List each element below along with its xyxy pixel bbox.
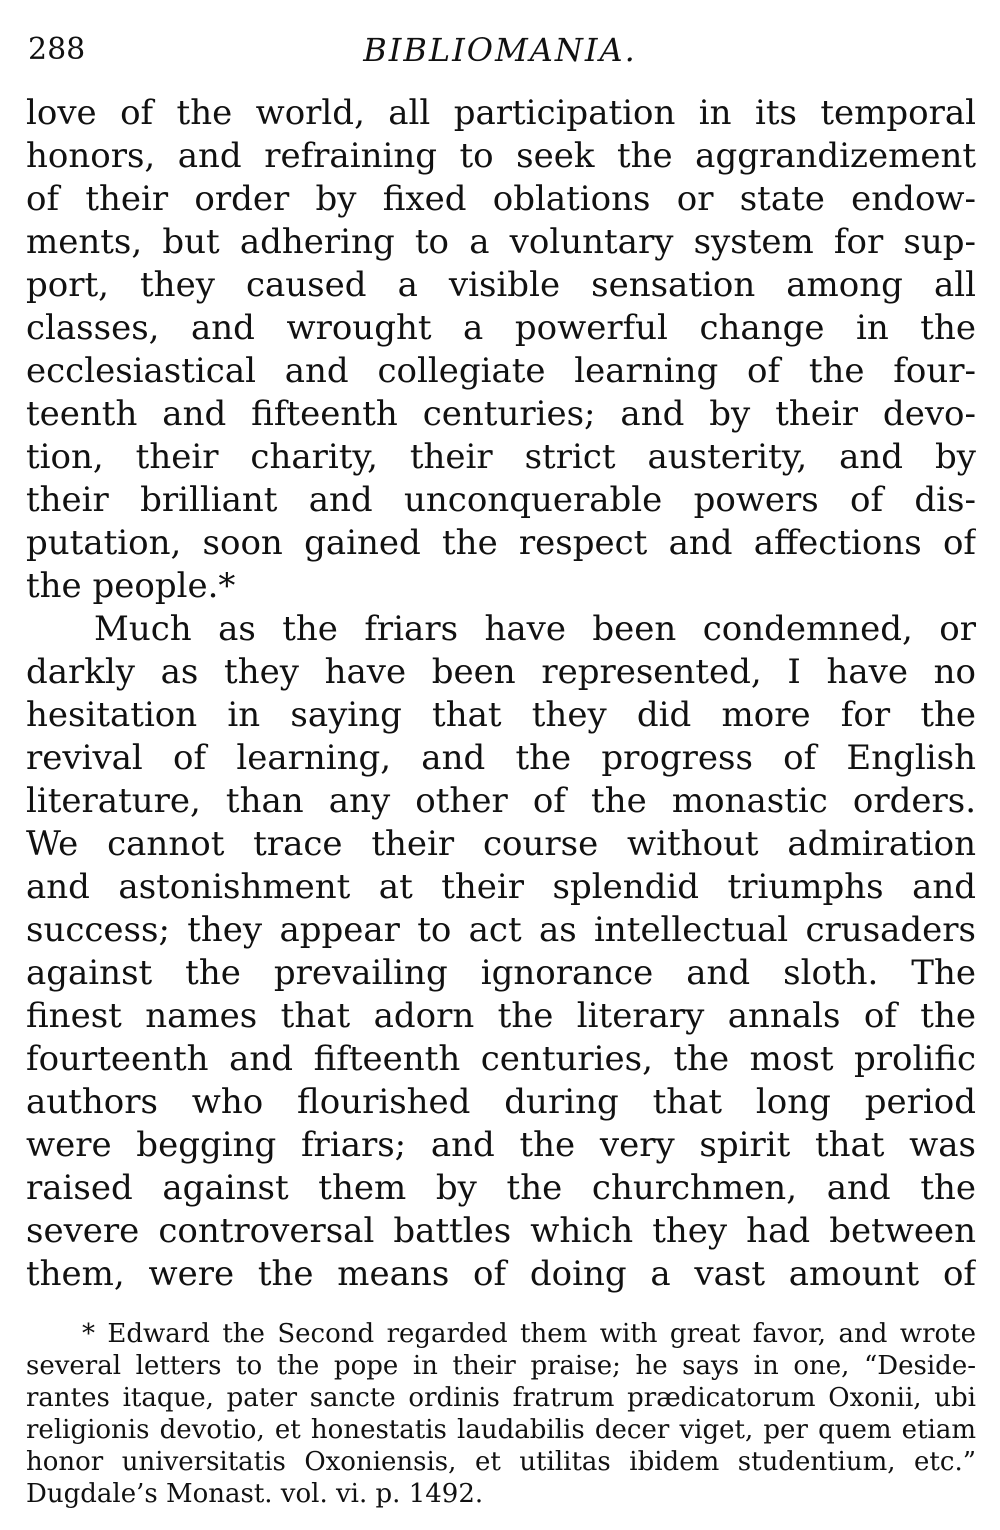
text-line: ecclesiastical and collegiate learning of the four- — [26, 351, 976, 391]
footnote-line: religionis devotio, et honestatis laudabilis decer viget, per quem etiam — [26, 1415, 976, 1445]
footnote — [26, 1318, 976, 1510]
text-line: of their order by fixed oblations or state endow- — [26, 179, 976, 219]
text-line: tion, their charity, their strict austerity, and by — [26, 437, 976, 477]
running-title: BIBLIOMANIA. — [363, 31, 637, 69]
text-line: were begging friars; and the very spirit that was — [26, 1125, 976, 1165]
page-number: 288 — [28, 32, 86, 67]
footnote-line: rantes itaque, pater sancte ordinis fratrum prædicatorum Oxonii, ubi — [26, 1383, 976, 1413]
body-text — [26, 92, 976, 1296]
text-line: literature, than any other of the monastic orders. — [26, 781, 976, 821]
text-line: their brilliant and unconquerable powers of dis- — [26, 480, 976, 520]
footnote-line: honor universitatis Oxoniensis, et utilitas ibidem studentium, etc.” — [26, 1447, 976, 1477]
text-line: and astonishment at their splendid triumphs and — [26, 867, 976, 907]
footnote-line: * Edward the Second regarded them with great favor, and wrote — [82, 1319, 976, 1349]
text-line: the people.* — [26, 566, 236, 606]
text-line: revival of learning, and the progress of English — [26, 738, 976, 778]
text-line: teenth and fifteenth centuries; and by their devo- — [26, 394, 976, 434]
text-line: Much as the friars have been condemned, or — [94, 609, 976, 649]
text-line: putation, soon gained the respect and affections of — [26, 523, 976, 563]
text-line: raised against them by the churchmen, and the — [26, 1168, 976, 1208]
text-line: them, were the means of doing a vast amount of — [26, 1254, 976, 1294]
text-line: honors, and refraining to seek the aggrandizement — [26, 136, 976, 176]
text-line: darkly as they have been represented, I have no — [26, 652, 976, 692]
text-line: hesitation in saying that they did more for the — [26, 695, 976, 735]
text-line: port, they caused a visible sensation among all — [26, 265, 976, 305]
text-line: ments, but adhering to a voluntary system for sup- — [26, 222, 976, 262]
text-line: authors who flourished during that long period — [26, 1082, 976, 1122]
text-line: finest names that adorn the literary annals of the — [26, 996, 976, 1036]
text-line: We cannot trace their course without admiration — [26, 824, 976, 864]
text-line: love of the world, all participation in its temporal — [26, 93, 976, 133]
text-line: fourteenth and fifteenth centuries, the most prolific — [26, 1039, 976, 1079]
page-header — [28, 30, 972, 80]
text-line: against the prevailing ignorance and sloth. The — [26, 953, 976, 993]
footnote-line: several letters to the pope in their praise; he says in one, “Deside- — [26, 1351, 976, 1381]
text-line: classes, and wrought a powerful change in the — [26, 308, 976, 348]
text-line: severe controversal battles which they had between — [26, 1211, 976, 1251]
footnote-line: Dugdale’s Monast. vol. vi. p. 1492. — [26, 1479, 484, 1509]
text-line: success; they appear to act as intellectual crusaders — [26, 910, 976, 950]
